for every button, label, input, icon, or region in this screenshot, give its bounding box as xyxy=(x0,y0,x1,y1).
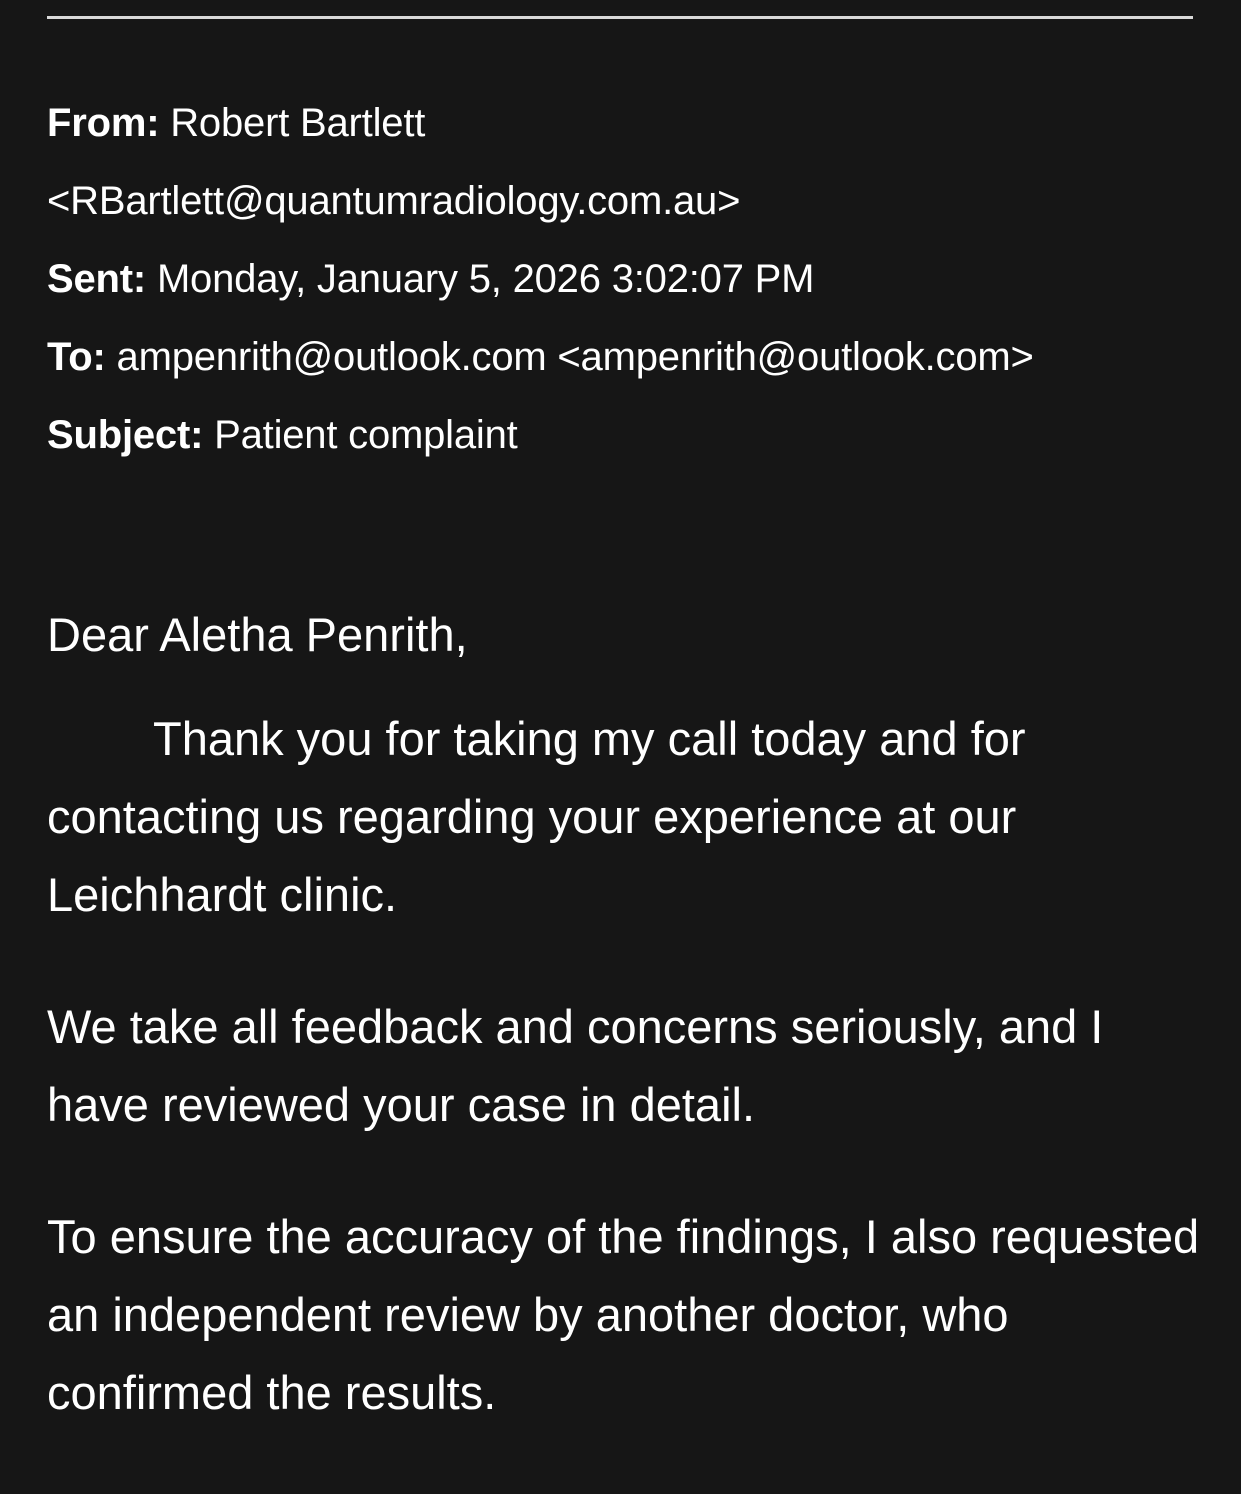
from-name[interactable]: Robert Bartlett xyxy=(170,101,426,145)
email-header xyxy=(47,84,1207,474)
body-paragraph: To ensure the accuracy of the findings, I also requested an independent review by another doctor, who confirmed the results. xyxy=(47,1210,1200,1419)
subject-label: Subject: xyxy=(47,413,204,457)
to-value[interactable]: ampenrith@outlook.com <ampenrith@outlook.com> xyxy=(116,335,1034,379)
subject-row xyxy=(47,396,1207,474)
sent-label: Sent: xyxy=(47,257,147,301)
sent-row xyxy=(47,240,1207,318)
from-email[interactable]: <RBartlett@quantumradiology.com.au> xyxy=(47,179,741,223)
body-paragraph: We take all feedback and concerns seriously, and I have reviewed your case in detail. xyxy=(47,1000,1104,1131)
subject-value: Patient complaint xyxy=(214,413,518,457)
from-label: From: xyxy=(47,101,160,145)
header-divider xyxy=(47,16,1193,19)
body-paragraph: Thank you for taking my call today and for contacting us regarding your experience at our Leichhardt clinic. xyxy=(47,712,1026,921)
to-label: To: xyxy=(47,335,106,379)
from-email-row xyxy=(47,162,1207,240)
greeting: Dear Aletha Penrith, xyxy=(47,608,468,661)
email-body xyxy=(47,596,1217,1432)
from-row xyxy=(47,84,1207,162)
sent-value: Monday, January 5, 2026 3:02:07 PM xyxy=(156,257,815,301)
to-row xyxy=(47,318,1207,396)
